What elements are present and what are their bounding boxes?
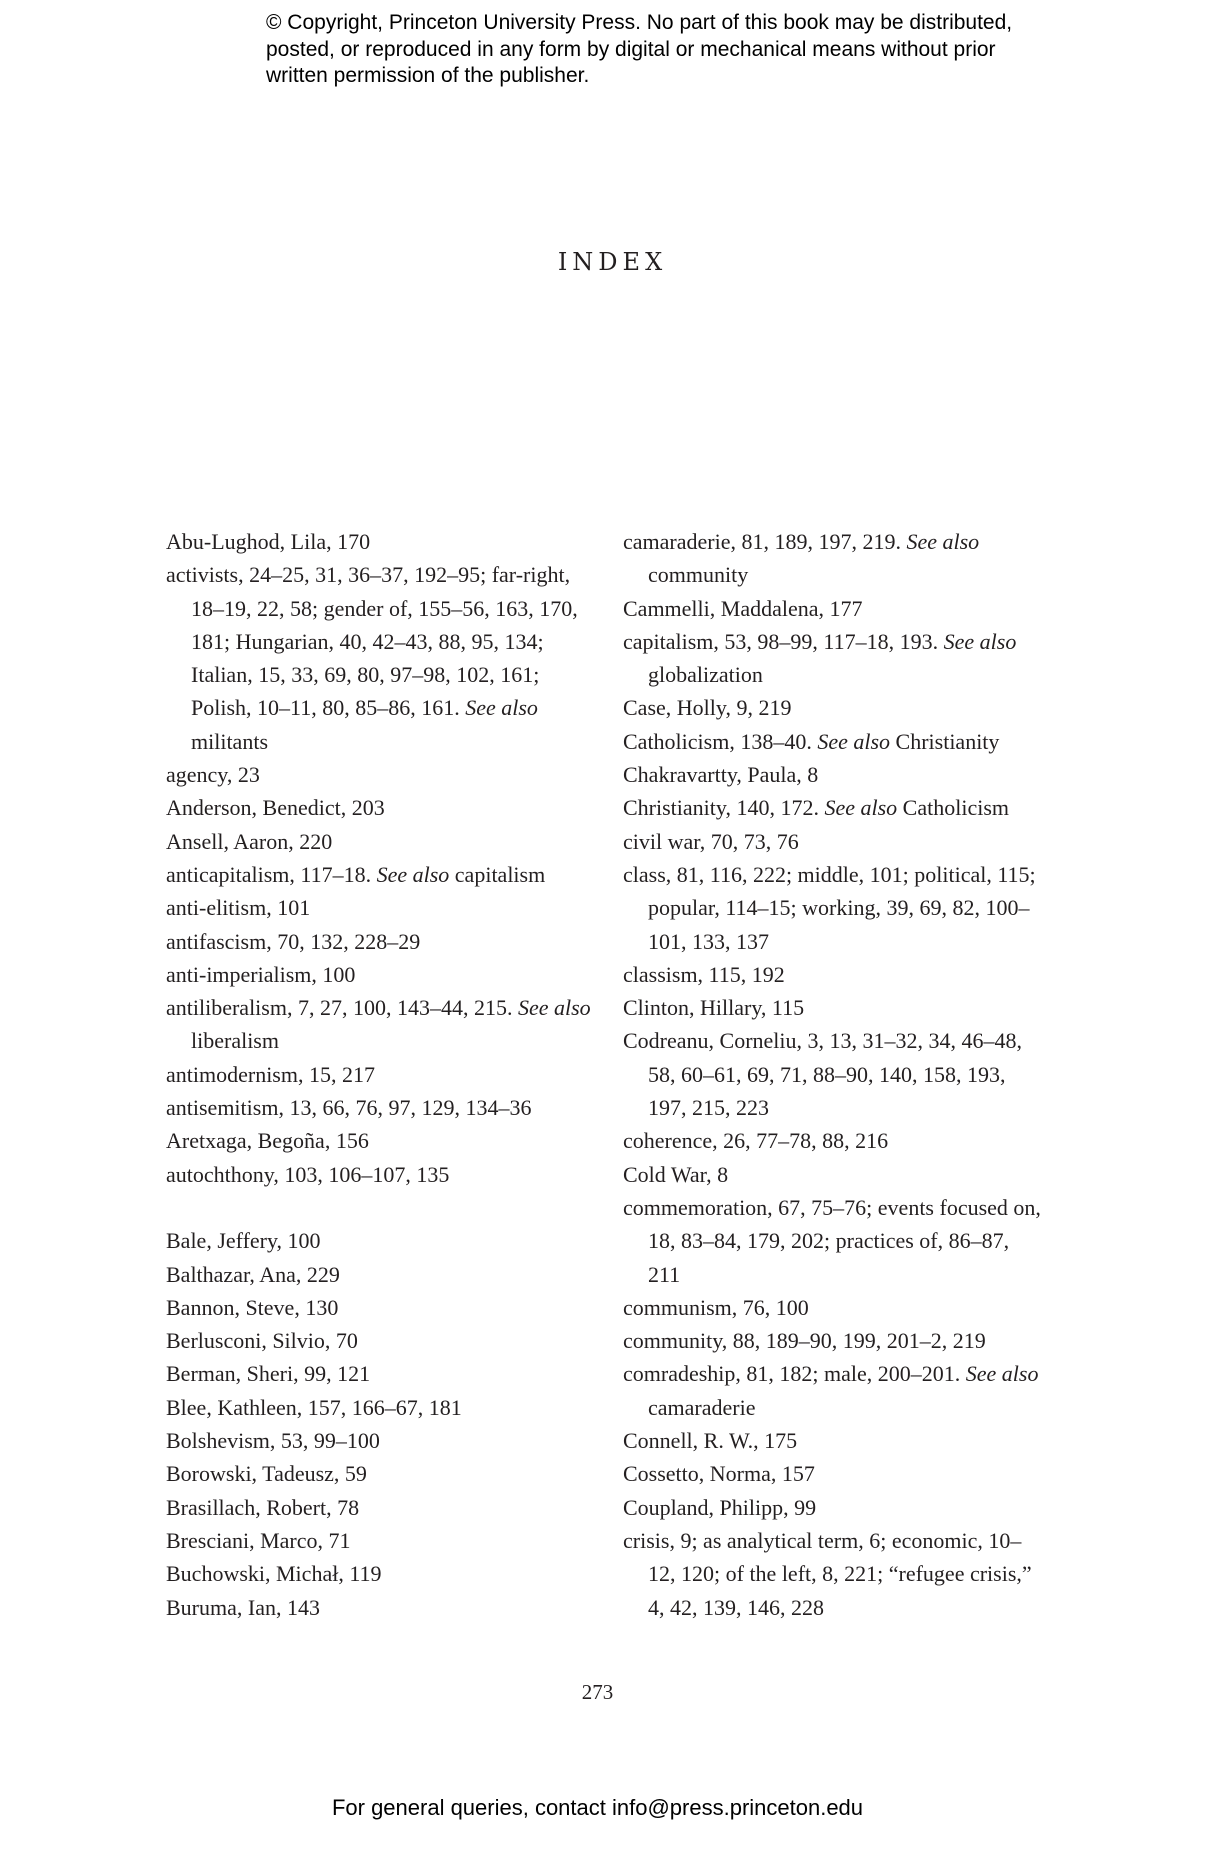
index-entry (623, 991, 1043, 1024)
index-entry (623, 1424, 1043, 1457)
index-entry (166, 958, 596, 991)
index-entry (623, 758, 1043, 791)
index-entry-text: antifascism, 70, 132, 228–29 (166, 928, 421, 954)
index-entry (166, 791, 596, 824)
index-entry (623, 1191, 1043, 1291)
index-entry-text: commemoration, 67, 75–76; events focused on, 18, 83–84, 179, 202; practices of, 86–87, 211 (623, 1194, 1041, 1287)
index-entry (623, 592, 1043, 625)
index-entry (166, 1457, 596, 1490)
index-entry-text: civil war, 70, 73, 76 (623, 828, 799, 854)
index-entry-text: comradeship, 81, 182; male, 200–201. (623, 1361, 961, 1387)
index-entry-text: Bolshevism, 53, 99–100 (166, 1428, 380, 1454)
index-entry (166, 1224, 596, 1257)
index-entry (623, 1291, 1043, 1324)
see-also-target: community (648, 562, 749, 588)
index-entry (166, 1591, 596, 1624)
index-entry (166, 1158, 596, 1191)
index-entry (623, 1524, 1043, 1624)
index-entry (623, 725, 1043, 758)
index-entry-text: Coupland, Philipp, 99 (623, 1494, 817, 1520)
index-entry (166, 1424, 596, 1457)
index-entry-text: anticapitalism, 117–18. (166, 861, 372, 887)
page-title: INDEX (557, 248, 668, 276)
index-entry (623, 1324, 1043, 1357)
index-entry (166, 991, 596, 1058)
index-entry-text: anti-elitism, 101 (166, 895, 311, 921)
index-entry (623, 1457, 1043, 1490)
index-entry (166, 858, 596, 891)
index-entry (623, 958, 1043, 991)
contact-footer: For general queries, contact info@press.princeton.edu (331, 1795, 864, 1820)
index-entry-text: Connell, R. W., 175 (623, 1428, 798, 1454)
see-also-label: See also (943, 628, 1017, 654)
index-entry-text: Cammelli, Maddalena, 177 (623, 595, 863, 621)
index-entry (623, 691, 1043, 724)
index-entry (166, 1391, 596, 1424)
index-entry (166, 1324, 596, 1357)
index-entry (166, 758, 596, 791)
index-entry (623, 625, 1043, 692)
see-also-label: See also (906, 529, 980, 554)
index-entry (166, 891, 596, 924)
index-entry (623, 1024, 1043, 1124)
index-entry (623, 1158, 1043, 1191)
index-entry (166, 525, 596, 558)
index-entry-text: Clinton, Hillary, 115 (623, 995, 805, 1021)
index-entry (166, 558, 596, 758)
index-entry-text: classism, 115, 192 (623, 961, 785, 987)
index-entry-text: communism, 76, 100 (623, 1294, 809, 1320)
see-also-label: See also (824, 795, 898, 821)
index-entry (166, 1557, 596, 1590)
index-entry-text: agency, 23 (166, 762, 260, 788)
index-entry (166, 825, 596, 858)
index-entry-text: Borowski, Tadeusz, 59 (166, 1461, 367, 1487)
see-also-target: liberalism (191, 1028, 279, 1054)
index-entry-text: class, 81, 116, 222; middle, 101; political, 115; popular, 114–15; working, 39, 69, 82, 100–101, 133, 137 (623, 861, 1036, 954)
see-also-target: capitalism (449, 861, 546, 887)
index-entry (166, 925, 596, 958)
index-entry-text: Codreanu, Corneliu, 3, 13, 31–32, 34, 46–48, 58, 60–61, 69, 71, 88–90, 140, 158, 193, 197, 215, 223 (623, 1028, 1023, 1121)
see-also-label: See also (465, 695, 538, 721)
index-entry-text: Anderson, Benedict, 203 (166, 795, 385, 821)
index-entry-text: Catholicism, 138–40. (623, 728, 812, 754)
index-entry (623, 1491, 1043, 1524)
index-entry-text: capitalism, 53, 98–99, 117–18, 193. (623, 628, 939, 654)
index-entry-text: antimodernism, 15, 217 (166, 1061, 375, 1087)
index-entry (166, 1124, 596, 1157)
see-also-label: See also (517, 995, 591, 1021)
index-entry (166, 1091, 596, 1124)
index-entry-text: Abu-Lughod, Lila, 170 (166, 529, 371, 554)
index-entry (166, 1491, 596, 1524)
index-entry-text: Cold War, 8 (623, 1161, 729, 1187)
index-entry-text: Buchowski, Michał, 119 (166, 1561, 382, 1587)
see-also-label: See also (817, 728, 891, 754)
copyright-notice: © Copyright, Princeton University Press. No part of this book may be distributed, posted, or reproduced in any form by digital or mechanical means without prior written permission of the publisher. (266, 11, 1013, 87)
index-entry-text: autochthony, 103, 106–107, 135 (166, 1161, 450, 1187)
index-entry-text: Brasillach, Robert, 78 (166, 1494, 360, 1520)
index-entry (623, 1124, 1043, 1157)
index-entry-text: crisis, 9; as analytical term, 6; economic, 10–12, 120; of the left, 8, 221; “refugee crisis,” 4, 42, 139, 146, 228 (623, 1527, 1032, 1620)
see-also-target: Catholicism (897, 795, 1009, 821)
index-entry (166, 1357, 596, 1390)
index-entry-text: Bannon, Steve, 130 (166, 1294, 339, 1320)
see-also-target: camaraderie (648, 1394, 756, 1420)
index-entry-text: Ansell, Aaron, 220 (166, 828, 333, 854)
index-entry-text: antisemitism, 13, 66, 76, 97, 129, 134–36 (166, 1095, 532, 1121)
index-entry (623, 858, 1043, 958)
index-entry-text: activists, 24–25, 31, 36–37, 192–95; far-right, 18–19, 22, 58; gender of, 155–56, 163, 170, 181; Hungarian, 40, 42–43, 88, 95, 134; Italian, 15, 33, 69, 80, 97–98, 102, 161; Polish, 10–11, 80, 85–86, 161. (166, 562, 578, 721)
index-entry (623, 525, 1043, 592)
index-entry-text: Aretxaga, Begoña, 156 (166, 1128, 369, 1154)
index-entry-text: camaraderie, 81, 189, 197, 219. (623, 529, 901, 554)
index-entry (166, 1291, 596, 1324)
index-column-right (623, 525, 1043, 1624)
index-entry (166, 1258, 596, 1291)
see-also-label: See also (376, 861, 450, 887)
index-entry (623, 791, 1043, 824)
see-also-target: globalization (648, 662, 763, 688)
index-entry-text: antiliberalism, 7, 27, 100, 143–44, 215. (166, 995, 513, 1021)
index-entry (166, 1058, 596, 1091)
index-entry-text: Christianity, 140, 172. (623, 795, 819, 821)
index-entry-text: community, 88, 189–90, 199, 201–2, 219 (623, 1328, 986, 1354)
index-column-left (166, 525, 596, 1624)
index-entry-text: Cossetto, Norma, 157 (623, 1461, 815, 1487)
index-entry-text: coherence, 26, 77–78, 88, 216 (623, 1128, 889, 1154)
index-entry-text: Case, Holly, 9, 219 (623, 695, 792, 721)
index-entry-text: Berman, Sheri, 99, 121 (166, 1361, 371, 1387)
index-entry (623, 825, 1043, 858)
see-also-label: See also (965, 1361, 1039, 1387)
index-entry-text: Buruma, Ian, 143 (166, 1594, 320, 1620)
index-entry-text: Balthazar, Ana, 229 (166, 1261, 340, 1287)
see-also-target: militants (191, 728, 268, 754)
index-entry (623, 1357, 1043, 1424)
index-entry-text: Bresciani, Marco, 71 (166, 1527, 351, 1553)
index-entry (166, 1524, 596, 1557)
index-entry-text: Berlusconi, Silvio, 70 (166, 1328, 358, 1354)
index-entry-text: Blee, Kathleen, 157, 166–67, 181 (166, 1394, 462, 1420)
index-entry-text: Chakravartty, Paula, 8 (623, 762, 819, 788)
index-entry-text: anti-imperialism, 100 (166, 961, 356, 987)
see-also-target: Christianity (890, 728, 1000, 754)
index-entry-text: Bale, Jeffery, 100 (166, 1228, 321, 1254)
page-number: 273 (581, 1680, 614, 1704)
